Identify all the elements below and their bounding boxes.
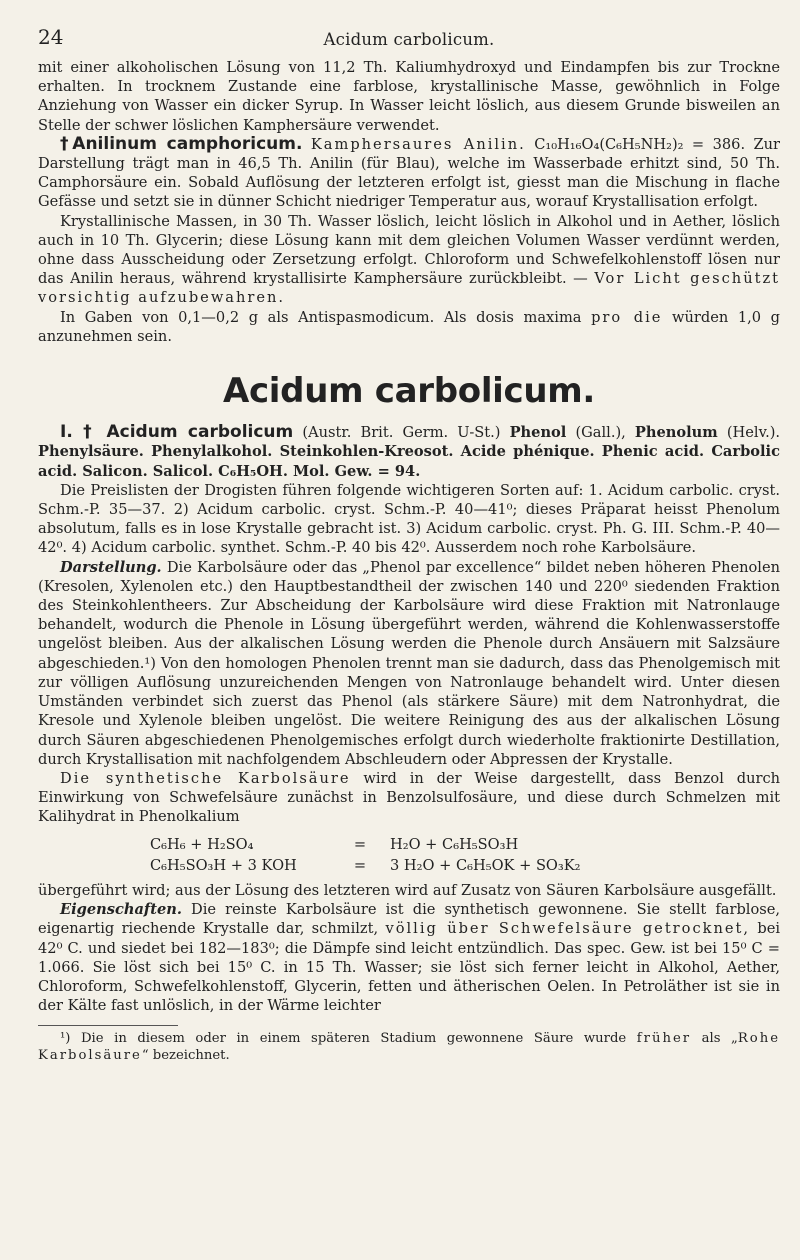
synthesis-text: wird in der Weise dargestellt, dass Benzol durch Einwirkung von Schwefelsäure zunächst in Benzolsulfosäure, und diese durch Schmelzen mit Kalihydrat in Phenolkalium xyxy=(38,769,781,826)
page-header xyxy=(38,25,780,58)
dosage-text: In Gaben von 0,1—0,2 g als Antispasmodicum. Als dosis maxima xyxy=(60,308,582,326)
pharmacopoeia-list: (Austr. Brit. Germ. U-St.) xyxy=(302,424,501,442)
preparation-paragraph xyxy=(38,558,780,769)
properties-text: Die reinste Karbolsäure ist die synthetisch gewonnene. Sie stellt farblose, eigenartig riechende Krystalle dar, schmilzt, xyxy=(38,901,780,938)
entry-text: C₁₀H₁₆O₄(C₆H₅NH₂)₂ = 386. Zur Darstellung trägt man in 46,5 Th. Anilin (für Blau), welche im Wasserbade erhitzt sind, 50 Th. Camphorsäure ein. Sobald Auflösung der letzteren erfolgt ist, giesst man die Mischung in flache Gefässe und setzt sie in dünner Schicht niedriger Temperatur aus, worauf Krystallisation erfolgt. xyxy=(38,135,781,211)
footnote-text-end: “ bezeichnet. xyxy=(141,1048,230,1064)
properties-paragraph xyxy=(38,900,780,1015)
preparation-heading: Darstellung. xyxy=(60,558,162,576)
entry-text: Krystallinische Massen, in 30 Th. Wasser löslich, leicht löslich in Alkohol und in Aether, löslich auch in 10 Th. Glycerin; diese Lösung kann mit dem gleichen Volumen Wasser verdünnt werden, ohne dass Ausscheidung oder Zersetzung erfolgt. Chloroform und Schwefelkohlenstoff lösen nur das Anilin heraus, während krystallisirte Kamphersäure zurückbleibt. — xyxy=(38,212,780,288)
footnote-text-mid: als „ xyxy=(701,1031,738,1047)
synonym-heading: I. † Acidum carbolicum xyxy=(60,422,294,443)
equation-1-equals: = xyxy=(353,835,367,853)
equation-1-left: C₆H₆ + H₂SO₄ xyxy=(150,835,254,853)
reaction-equations xyxy=(150,835,780,875)
intro-paragraph-4 xyxy=(38,308,780,346)
footnote-term: Rohe Karbolsäure xyxy=(38,1031,780,1064)
properties-text-end: bei 42⁰ C. und siedet bei 182—183⁰; die Dämpfe sind leicht entzündlich. Das spec. Gew. ist bei 15⁰ C = 1.066. Sie löst sich bei 15⁰ C. in 15 Th. Wasser; sie löst sich ferner leicht in Alkohol, Aether, Chloroform, Schwefelkohlenstoff, Glycerin, fetten und ätherischen Oelen. In Petroläther ist sie in der Kälte fast unlöslich, in der Wärme leichter xyxy=(38,920,781,1015)
running-head: Acidum carbolicum. xyxy=(323,30,495,49)
pharmacopoeia-helv: (Helv.). xyxy=(726,424,781,442)
footnote-text: ¹) Die in diesem oder in einem späteren Stadium gewonnene Säure wurde xyxy=(60,1031,627,1047)
sorts-paragraph: Die Preislisten der Drogisten führen folgende wichtigeren Sorten auf: 1. Acidum carbolic. cryst. Schm.-P. 35—37. 2) Acidum carbolic. cryst. Schm.-P. 40—41⁰; dieses Präparat heisst Phenolum absolutum, falls es in lose Krystalle gebracht ist. 3) Acidum carbolic. cryst. Ph. G. III. Schm.-P. 40—42⁰. 4) Acidum carbolic. synthet. Schm.-P. 40 bis 42⁰. Ausserdem noch rohe Karbolsäure. xyxy=(38,481,780,557)
properties-emphasis: völlig über Schwefelsäure getrocknet, xyxy=(385,920,750,938)
storage-note: Vor Licht geschützt vorsichtig aufzubewahren. xyxy=(38,270,781,307)
synonyms-paragraph xyxy=(38,423,780,481)
equation-2-right: 3 H₂O + C₆H₅OK + SO₃K₂ xyxy=(390,856,581,874)
intro-paragraph-2 xyxy=(38,135,780,212)
equation-1-right: H₂O + C₆H₅SO₃H xyxy=(390,835,519,853)
section-title: Acidum carbolicum. xyxy=(222,371,596,412)
synthesis-end: übergeführt wird; aus der Lösung des letzteren wird auf Zusatz von Säuren Karbolsäure ausgefällt. xyxy=(38,881,777,899)
dosage-text-end: würden 1,0 g anzunehmen sein. xyxy=(38,308,780,345)
properties-heading: Eigenschaften. xyxy=(60,901,182,919)
synonym-phenol: Phenol xyxy=(509,424,567,442)
intro-paragraph-3 xyxy=(38,212,780,308)
synonym-phenolum: Phenolum xyxy=(634,424,718,442)
entry-heading: †Anilinum camphoricum. xyxy=(60,133,303,154)
entry-german-name: Kamphersaures Anilin. xyxy=(310,135,526,153)
dosage-emphasis: pro die xyxy=(591,308,663,326)
footnote-emphasis: früher xyxy=(636,1031,692,1047)
page-number: 24 xyxy=(38,25,64,49)
footnote xyxy=(38,1030,780,1064)
footnote-divider xyxy=(38,1025,178,1026)
preparation-text: Die Karbolsäure oder das „Phenol par excellence“ bildet neben höheren Phenolen (Kresolen, Xylenolen etc.) den Hauptbestandtheil der zwischen 140 und 220⁰ siedenden Fraktion des Steinkohlentheers. Zur Abscheidung der Karbolsäure wird diese Fraktion mit Natronlauge behandelt, wodurch die Phenole in Lösung übergeführt werden, während die Kohlenwasserstoffe ungelöst bleiben. Aus der alkalischen Lösung werden die Phenole durch Ansäuern mit Salzsäure abgeschieden.¹) Von den homologen Phenolen trennt man sie dadurch, dass das Phenolgemisch mit zur völligen Auflösung unzureichenden Mengen von Natronlauge behandelt wird. Unter diesen Umständen verbindet sich zuerst das Phenol (als stärkere Säure) mit dem Natronhydrat, die Kresole und Xylenole bleiben ungelöst. Die weitere Reinigung des aus der alkalischen Lösung durch Säuren abgeschiedenen Phenolgemisches erfolgt durch wiederholte fraktionirte Destillation, durch Krystallisation mit nachfolgendem Abschleudern oder Abpressen der Krystalle. xyxy=(38,558,780,768)
pharmacopoeia-gall: (Gall.), xyxy=(575,424,626,442)
equation-2-equals: = xyxy=(353,856,367,874)
synthesis-heading: Die synthetische Karbolsäure xyxy=(60,769,351,787)
document-page xyxy=(38,25,781,1064)
synthesis-paragraph xyxy=(38,769,780,827)
equation-2-left: C₆H₅SO₃H + 3 KOH xyxy=(150,856,297,874)
intro-paragraph-1: mit einer alkoholischen Lösung von 11,2 Th. Kaliumhydroxyd und Eindampfen bis zur Trockne erhalten. In trocknem Zustande eine farblose, krystallinische Masse, gewöhnlich in Folge Anziehung von Wasser ein dicker Syrup. In Wasser leicht löslich, aus diesem Grunde bisweilen an Stelle der schwer löslichen Kamphersäure verwendet. xyxy=(38,59,780,134)
synonym-list: Phenylsäure. Phenylalkohol. Steinkohlen-Kreosot. Acide phénique. Phenic acid. Carbolic acid. Salicon. Salicol. C₆H₅OH. Mol. Gew. = 94. xyxy=(38,443,780,480)
